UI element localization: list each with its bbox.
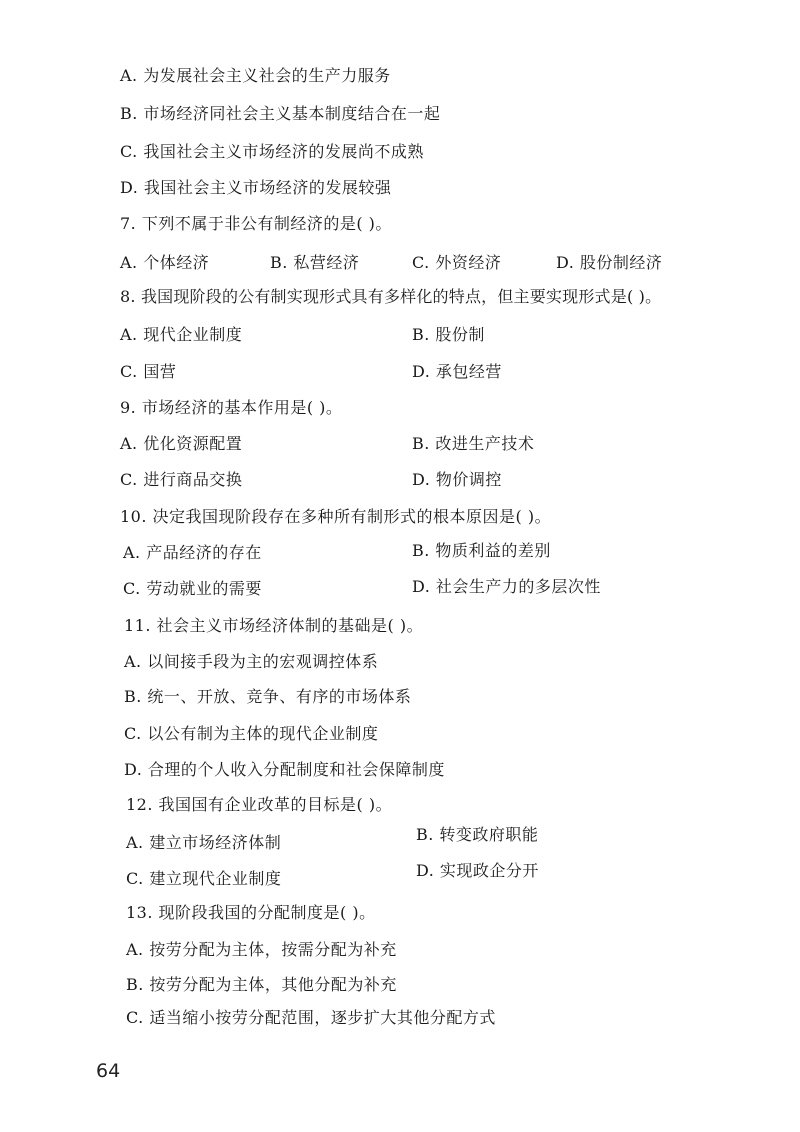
question-8-stem: 8. 我国现阶段的公有制实现形式具有多样化的特点，但主要实现形式是( )。 <box>120 287 662 306</box>
option-a: A. 为发展社会主义社会的生产力服务 <box>120 66 391 85</box>
question-10-option-d: D. 社会生产力的多层次性 <box>412 577 601 596</box>
question-8-option-c: C. 国营 <box>120 362 177 381</box>
question-9-option-a: A. 优化资源配置 <box>120 434 243 453</box>
question-13-option-b: B. 按劳分配为主体，其他分配为补充 <box>126 975 397 994</box>
option-d: D. 我国社会主义市场经济的发展较强 <box>120 178 392 197</box>
question-10-option-b: B. 物质利益的差别 <box>412 541 551 560</box>
question-9-option-b: B. 改进生产技术 <box>412 434 535 453</box>
question-7-option-c: C. 外资经济 <box>412 253 502 272</box>
question-12-option-b: B. 转变政府职能 <box>416 825 539 844</box>
option-b: B. 市场经济同社会主义基本制度结合在一起 <box>120 104 441 123</box>
question-8-option-d: D. 承包经营 <box>412 362 502 381</box>
question-11-option-c: C. 以公有制为主体的现代企业制度 <box>124 724 379 743</box>
question-13-option-c: C. 适当缩小按劳分配范围，逐步扩大其他分配方式 <box>126 1008 496 1027</box>
question-11-stem: 11. 社会主义市场经济体制的基础是( )。 <box>124 616 424 635</box>
question-7-stem: 7. 下列不属于非公有制经济的是( )。 <box>120 214 392 233</box>
question-8-option-b: B. 股份制 <box>412 325 485 344</box>
question-7-option-d: D. 股份制经济 <box>556 253 663 272</box>
question-12-option-c: C. 建立现代企业制度 <box>126 869 282 888</box>
question-7-option-b: B. 私营经济 <box>270 253 360 272</box>
question-10-stem: 10. 决定我国现阶段存在多种所有制形式的根本原因是( )。 <box>120 507 552 526</box>
question-11-option-b: B. 统一、开放、竞争、有序的市场体系 <box>124 687 412 706</box>
question-10-option-a: A. 产品经济的存在 <box>123 543 262 562</box>
question-11-option-d: D. 合理的个人收入分配制度和社会保障制度 <box>124 760 445 779</box>
question-13-option-a: A. 按劳分配为主体，按需分配为补充 <box>126 940 397 959</box>
question-13-stem: 13. 现阶段我国的分配制度是( )。 <box>126 903 376 922</box>
question-9-stem: 9. 市场经济的基本作用是( )。 <box>120 398 343 417</box>
question-8-option-a: A. 现代企业制度 <box>120 325 243 344</box>
question-10-option-c: C. 劳动就业的需要 <box>123 579 262 598</box>
question-12-option-a: A. 建立市场经济体制 <box>126 833 282 852</box>
question-12-stem: 12. 我国国有企业改革的目标是( )。 <box>126 795 393 814</box>
question-11-option-a: A. 以间接手段为主的宏观调控体系 <box>124 652 379 671</box>
question-12-option-d: D. 实现政企分开 <box>416 861 539 880</box>
question-9-option-d: D. 物价调控 <box>412 470 502 489</box>
page-number: 64 <box>96 1060 121 1082</box>
question-7-option-a: A. 个体经济 <box>120 253 210 272</box>
option-c: C. 我国社会主义市场经济的发展尚不成熟 <box>120 142 424 161</box>
question-9-option-c: C. 进行商品交换 <box>120 470 243 489</box>
